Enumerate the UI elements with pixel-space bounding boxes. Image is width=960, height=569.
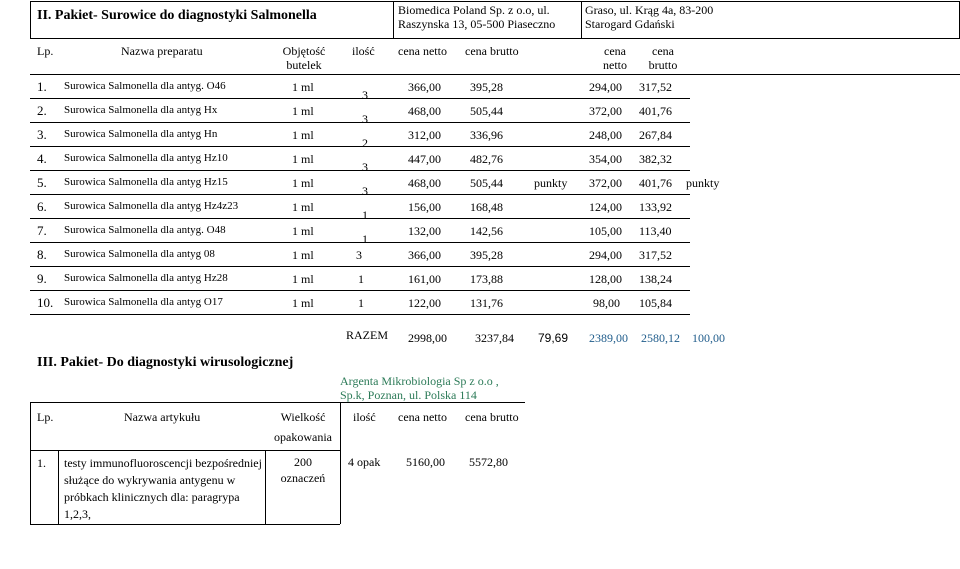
row-brutto: 173,88	[470, 272, 503, 286]
col-header-lp: Lp.	[37, 44, 54, 58]
row-netto2: 294,00	[589, 248, 622, 262]
row-lp: 6.	[37, 199, 47, 214]
row-volume: 1 ml	[292, 224, 314, 238]
row-name: Surowica Salmonella dla antyg Hz15	[64, 176, 228, 188]
row-brutto: 395,28	[470, 80, 503, 94]
row-volume: 1 ml	[292, 104, 314, 118]
row-name: Surowica Salmonella dla antyg Hz10	[64, 152, 228, 164]
col-header-volume-1: Objętość	[282, 44, 326, 58]
row-qty: 3	[362, 112, 368, 126]
row-name: Surowica Salmonella dla antyg Hz28	[64, 272, 228, 284]
row-volume: 1 ml	[292, 152, 314, 166]
row-netto: 5160,00	[406, 455, 445, 469]
row-brutto2: 317,52	[639, 80, 672, 94]
totals-points2: 100,00	[692, 331, 725, 345]
col-header-netto2-2: netto	[603, 58, 627, 72]
row-size-1: 200	[294, 455, 312, 469]
row-name: testy immunofluoroscencji bezpośredniej służące do wykrywania antygenu w próbkach klinicznych dla: paragrypa 1,2,3,	[64, 456, 262, 521]
table-rule	[30, 402, 340, 403]
col-header-name: Nazwa preparatu	[121, 44, 203, 58]
row-volume: 1 ml	[292, 248, 314, 262]
table-rule	[30, 1, 31, 38]
row-netto: 366,00	[408, 80, 441, 94]
row-netto2: 128,00	[589, 272, 622, 286]
table-rule	[30, 242, 690, 243]
row-brutto2: 382,32	[639, 152, 672, 166]
row-brutto: 482,76	[470, 152, 503, 166]
table-rule	[30, 74, 960, 75]
row-name: Surowica Salmonella dla antyg Hz4z23	[64, 200, 239, 212]
col-header-brutto2-2: brutto	[648, 58, 678, 72]
row-name: Surowica Salmonella dla antyg O17	[64, 296, 223, 308]
row-brutto: 505,44	[470, 176, 503, 190]
row-lp: 10.	[37, 295, 54, 310]
row-lp: 1.	[37, 456, 46, 470]
table-rule	[581, 1, 582, 38]
row-brutto: 142,56	[470, 224, 503, 238]
row-brutto: 5572,80	[469, 455, 508, 469]
supplier-graso-line1: Graso, ul. Krąg 4a, 83-200	[585, 3, 714, 17]
row-netto: 161,00	[408, 272, 441, 286]
table-rule	[393, 1, 394, 38]
table-rule	[30, 122, 690, 123]
row-brutto: 131,76	[470, 296, 503, 310]
row-qty: 3	[362, 160, 368, 174]
row-qty: 3	[356, 248, 362, 262]
table-rule	[30, 314, 690, 315]
table-rule	[30, 402, 31, 524]
row-netto: 468,00	[408, 176, 441, 190]
col-header-lp: Lp.	[37, 410, 54, 424]
section-title: II. Pakiet- Surowice do diagnostyki Salmonella	[37, 8, 317, 23]
row-brutto: 168,48	[470, 200, 503, 214]
row-netto: 366,00	[408, 248, 441, 262]
row-qty: 1	[362, 208, 368, 222]
row-lp: 1.	[37, 79, 47, 94]
table-rule	[340, 402, 341, 524]
row-brutto2: 317,52	[639, 248, 672, 262]
row-brutto2: 113,40	[639, 224, 672, 238]
table-rule	[30, 524, 340, 525]
row-netto: 132,00	[408, 224, 441, 238]
row-qty: 1	[358, 296, 364, 310]
row-brutto2: 138,24	[639, 272, 672, 286]
totals-netto2: 2389,00	[589, 331, 628, 345]
row-lp: 2.	[37, 103, 47, 118]
totals-brutto2: 2580,12	[641, 331, 680, 345]
row-brutto2: 401,76	[639, 176, 672, 190]
table-rule	[30, 38, 960, 39]
table-rule	[30, 170, 690, 171]
row-brutto2: 133,92	[639, 200, 672, 214]
row-qty: 3	[362, 88, 368, 102]
row-netto2: 372,00	[589, 104, 622, 118]
supplier-argenta-line2: Sp.k, Poznan, ul. Polska 114	[340, 388, 477, 402]
row-qty: 1	[358, 272, 364, 286]
section-title: III. Pakiet- Do diagnostyki wirusologicznej	[37, 355, 294, 370]
row-netto: 468,00	[408, 104, 441, 118]
col-header-name: Nazwa artykułu	[124, 410, 201, 424]
row-brutto2: 401,76	[639, 104, 672, 118]
row-name: Surowica Salmonella dla antyg. O46	[64, 80, 226, 92]
totals-label: RAZEM	[346, 328, 388, 342]
row-qty: 3	[362, 184, 368, 198]
row-netto2: 354,00	[589, 152, 622, 166]
row-netto2: 248,00	[589, 128, 622, 142]
table-rule	[30, 218, 690, 219]
row-name: Surowica Salmonella dla antyg. O48	[64, 224, 226, 236]
row-qty: 1	[362, 232, 368, 246]
totals-points: 79,69	[538, 331, 569, 345]
row-netto: 312,00	[408, 128, 441, 142]
row-lp: 8.	[37, 247, 47, 262]
row-volume: 1 ml	[292, 272, 314, 286]
row-netto2: 294,00	[589, 80, 622, 94]
table-rule	[30, 290, 690, 291]
row-name: Surowica Salmonella dla antyg Hx	[64, 104, 218, 116]
row-volume: 1 ml	[292, 80, 314, 94]
col-header-size-2: opakowania	[274, 430, 332, 444]
row-brutto: 505,44	[470, 104, 503, 118]
row-lp: 3.	[37, 127, 47, 142]
row-volume: 1 ml	[292, 296, 314, 310]
table-rule	[58, 450, 59, 524]
row-lp: 9.	[37, 271, 47, 286]
supplier-graso-line2: Starogard Gdański	[585, 17, 675, 31]
table-rule	[30, 146, 690, 147]
col-header-size-1: Wielkość	[280, 410, 326, 424]
row-qty: 4 opak	[348, 455, 381, 469]
row-brutto: 395,28	[470, 248, 503, 262]
col-header-qty: ilość	[352, 44, 375, 58]
row-netto: 447,00	[408, 152, 441, 166]
row-brutto2: 105,84	[639, 296, 672, 310]
row-points: punkty	[534, 176, 568, 190]
supplier-biomedica-line2: Raszynska 13, 05-500 Piaseczno	[398, 17, 556, 31]
table-rule	[340, 402, 525, 403]
col-header-brutto: cena brutto	[465, 44, 519, 58]
supplier-argenta-line1: Argenta Mikrobiologia Sp z o.o ,	[340, 374, 499, 388]
col-header-brutto: cena brutto	[465, 410, 519, 424]
row-lp: 4.	[37, 151, 47, 166]
table-rule	[30, 450, 340, 451]
row-volume: 1 ml	[292, 176, 314, 190]
totals-netto: 2998,00	[408, 331, 447, 345]
row-name: Surowica Salmonella dla antyg 08	[64, 248, 215, 260]
col-header-brutto2-1: cena	[652, 44, 674, 58]
row-volume: 1 ml	[292, 200, 314, 214]
table-rule	[30, 1, 960, 2]
col-header-netto2-1: cena	[604, 44, 626, 58]
row-netto2: 105,00	[589, 224, 622, 238]
row-lp: 7.	[37, 223, 47, 238]
row-lp: 5.	[37, 175, 47, 190]
col-header-qty: ilość	[353, 410, 376, 424]
table-rule	[265, 450, 266, 524]
row-points2: punkty	[686, 176, 720, 190]
totals-brutto: 3237,84	[475, 331, 514, 345]
table-rule	[30, 98, 690, 99]
row-qty: 2	[362, 136, 368, 150]
col-header-netto: cena netto	[398, 44, 447, 58]
row-netto: 122,00	[408, 296, 441, 310]
row-netto2: 124,00	[589, 200, 622, 214]
row-netto: 156,00	[408, 200, 441, 214]
row-brutto2: 267,84	[639, 128, 672, 142]
row-volume: 1 ml	[292, 128, 314, 142]
col-header-netto: cena netto	[398, 410, 447, 424]
row-size-2: oznaczeń	[280, 471, 326, 485]
table-rule	[30, 266, 690, 267]
row-name: Surowica Salmonella dla antyg Hn	[64, 128, 218, 140]
col-header-volume-2: butelek	[286, 58, 322, 72]
table-rule	[30, 194, 690, 195]
row-brutto: 336,96	[470, 128, 503, 142]
row-netto2: 98,00	[593, 296, 620, 310]
row-netto2: 372,00	[589, 176, 622, 190]
supplier-biomedica-line1: Biomedica Poland Sp. z o.o, ul.	[398, 3, 550, 17]
